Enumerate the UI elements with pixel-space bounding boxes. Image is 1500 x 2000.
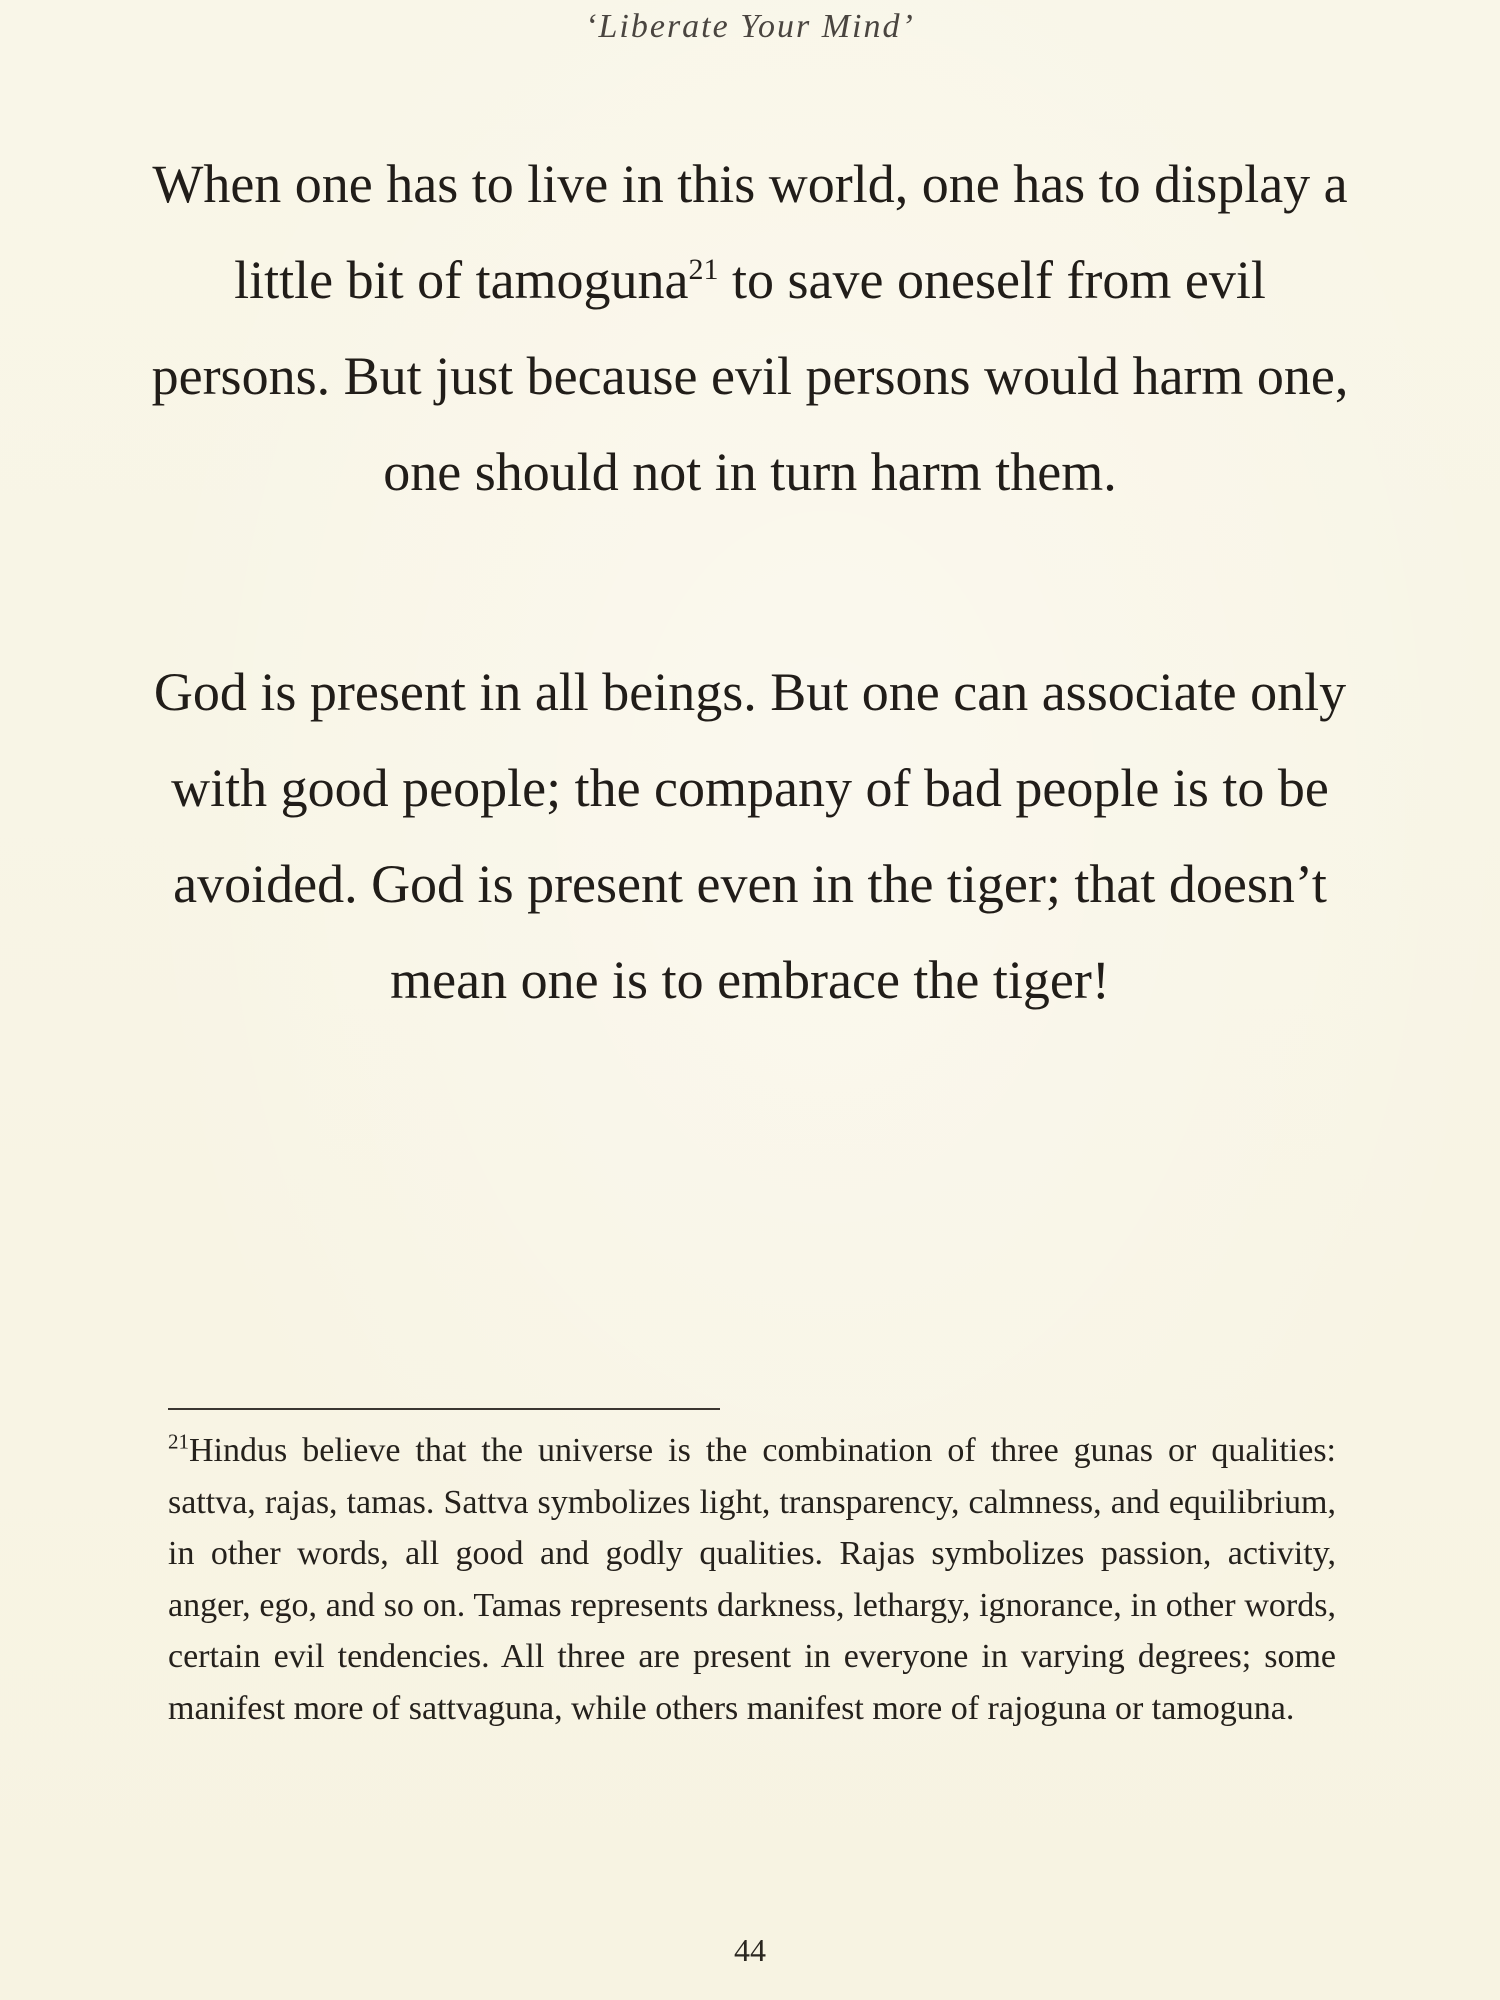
footnote-reference-21[interactable]: 21 [688, 253, 719, 286]
quote-1-text-before-note: When one has to live in this world, one has to display a little bit of tamoguna [152, 154, 1348, 310]
running-title: ‘Liberate Your Mind’ [585, 8, 915, 45]
footnote-21 [168, 1425, 1336, 1734]
page-number: 44 [734, 1932, 766, 1968]
footnote-marker: 21 [168, 1429, 189, 1454]
footnote-text: Hindus believe that the universe is the combination of three gunas or qualities: sattva, rajas, tamas. Sattva symbolizes light, transparency, calmness, and equilibrium, in other words, all good and godly qualities. Rajas symbolizes passion, activity, anger, ego, and so on. Tamas represents darkness, lethargy, ignorance, in other words, certain evil tendencies. All three are present in everyone in varying degrees; some manifest more of sattvaguna, while others manifest more of rajoguna or tamoguna. [168, 1432, 1336, 1727]
footnote-divider [168, 1408, 720, 1410]
quote-1-text-after-note: to save oneself from evil persons. But just because evil persons would harm one, one should not in turn harm them. [151, 250, 1349, 502]
quote-paragraph-1 [150, 136, 1350, 520]
quote-paragraph-2: God is present in all beings. But one can associate only with good people; the company of bad people is to be avoided. God is present even in the tiger; that doesn’t mean one is to embrace the tiger! [153, 662, 1347, 1010]
